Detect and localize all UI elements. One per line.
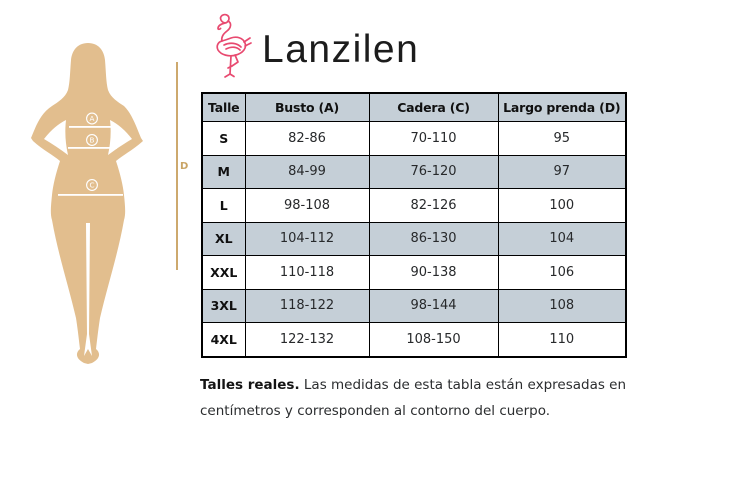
table-row-3xl [202, 289, 626, 323]
size-cell: 4XL [202, 323, 245, 357]
size-cell: L [202, 189, 245, 223]
waist-marker-label: B [89, 135, 95, 145]
table-row-l [202, 189, 626, 223]
table-row-4xl [202, 323, 626, 357]
busto-cell: 118-122 [245, 289, 369, 323]
bust-line [69, 126, 116, 128]
cadera-cell: 70-110 [369, 122, 498, 156]
cadera-cell: 90-138 [369, 256, 498, 290]
table-row-m [202, 155, 626, 189]
busto-cell: 98-108 [245, 189, 369, 223]
bust-marker-label: A [89, 114, 95, 124]
measurement-note-body: Las medidas de esta tabla están expresadas en centímetros y corresponden al contorno del cuerpo. [200, 377, 627, 419]
size-cell: XXL [202, 256, 245, 290]
busto-cell: 122-132 [245, 323, 369, 357]
flamingo-icon [204, 12, 254, 82]
table-row-s [202, 122, 626, 156]
size-cell: 3XL [202, 289, 245, 323]
busto-cell: 82-86 [245, 122, 369, 156]
busto-cell: 104-112 [245, 222, 369, 256]
table-row-xxl [202, 256, 626, 290]
busto-cell: 110-118 [245, 256, 369, 290]
largo-cell: 100 [498, 189, 626, 223]
hip-marker-label: C [89, 180, 95, 190]
waist-line [68, 147, 117, 149]
largo-cell: 110 [498, 323, 626, 357]
busto-cell: 84-99 [245, 155, 369, 189]
column-header-talle: Talle [202, 93, 245, 122]
column-header-busto: Busto (A) [245, 93, 369, 122]
brand-name: Lanzilen [262, 28, 420, 71]
size-cell: XL [202, 222, 245, 256]
brand-header [204, 11, 419, 83]
largo-cell: 95 [498, 122, 626, 156]
measurement-note-lead: Talles reales. [200, 377, 300, 393]
largo-cell: 97 [498, 155, 626, 189]
column-header-cadera: Cadera (C) [369, 93, 498, 122]
garment-length-line [176, 62, 178, 270]
table-row-xl [202, 222, 626, 256]
garment-length-label: D [180, 161, 189, 172]
cadera-cell: 98-144 [369, 289, 498, 323]
size-chart-table [201, 92, 627, 358]
column-header-largo: Largo prenda (D) [498, 93, 626, 122]
size-cell: S [202, 122, 245, 156]
size-cell: M [202, 155, 245, 189]
largo-cell: 104 [498, 222, 626, 256]
female-silhouette-illustration [26, 42, 146, 367]
measurement-note [200, 373, 652, 424]
largo-cell: 106 [498, 256, 626, 290]
hip-line [58, 194, 123, 196]
cadera-cell: 86-130 [369, 222, 498, 256]
header-row [202, 93, 626, 122]
largo-cell: 108 [498, 289, 626, 323]
cadera-cell: 76-120 [369, 155, 498, 189]
cadera-cell: 82-126 [369, 189, 498, 223]
cadera-cell: 108-150 [369, 323, 498, 357]
